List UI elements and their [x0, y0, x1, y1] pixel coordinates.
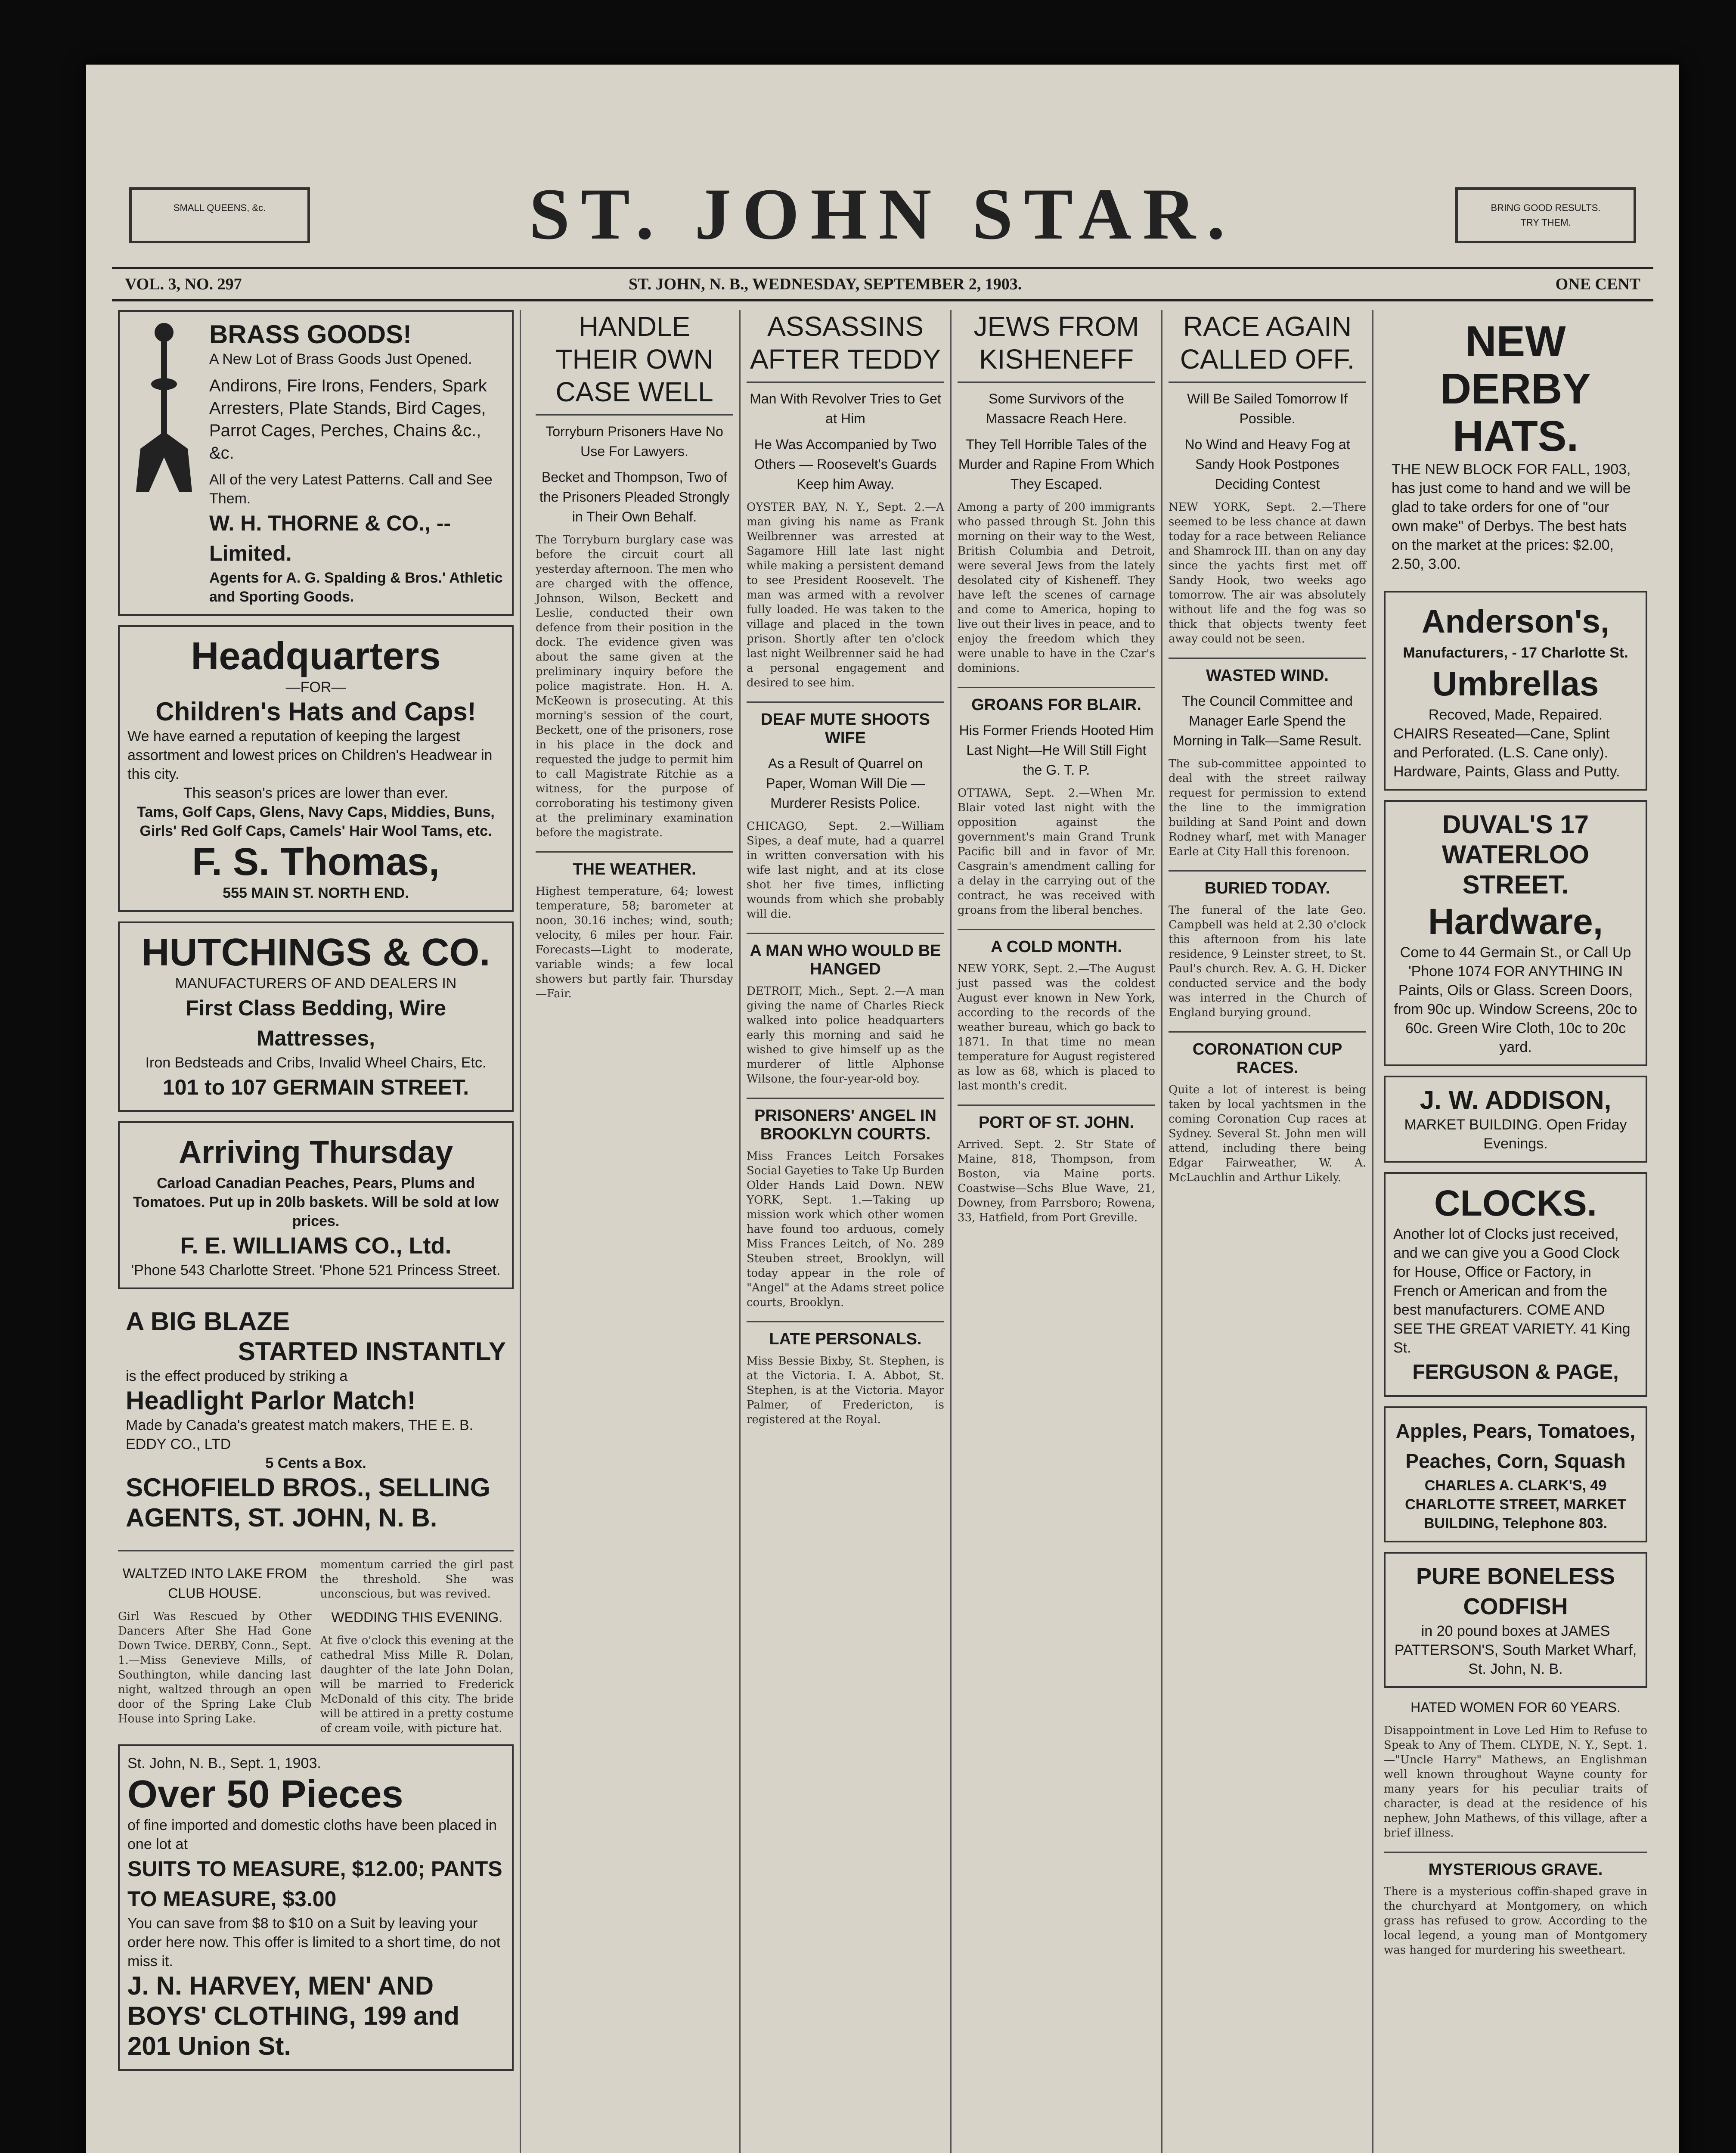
thomas-ad-for: —FOR—: [285, 679, 346, 695]
own-case-headline: HANDLE THEIR OWN CASE WELL: [536, 310, 733, 416]
deaf-mute-deck: As a Result of Quarrel on Paper, Woman Will Die — Murderer Resists Police.: [766, 756, 925, 811]
clocks-ad-company: FERGUSON & PAGE,: [1412, 1361, 1619, 1384]
clocks-ad-headline: CLOCKS.: [1434, 1183, 1597, 1223]
schofield-ad-product: Headlight Parlor Match!: [126, 1386, 416, 1415]
race-body: NEW YORK, Sept. 2.—There seemed to be less chance at dawn today for a race between Reliance and Shamrock III. than on any day since the yachts first met off Sandy Hook, two weeks ago tomorrow. The air was absolutely without life and the fog was so thick that objects twenty feet away could not be seen.: [1169, 501, 1366, 645]
race-headline: RACE AGAIN CALLED OFF.: [1169, 310, 1366, 383]
addison-ad: [1384, 1076, 1647, 1163]
thomas-ad-prices: This season's prices are lower than ever.: [183, 785, 448, 801]
left-ear-box: [129, 187, 310, 243]
race-deck2: No Wind and Heavy Fog at Sandy Hook Postpones Deciding Contest: [1184, 437, 1350, 492]
mysterious-grave-headline: MYSTERIOUS GRAVE.: [1384, 1852, 1647, 1879]
masthead: ST. JOHN STAR.: [529, 174, 1237, 254]
schofield-ad-line1: is the effect produced by striking a: [126, 1368, 348, 1384]
right-ear-line2: TRY THEM.: [1520, 217, 1571, 228]
thorne-ad-subhead: A New Lot of Brass Goods Just Opened.: [209, 351, 472, 367]
mysterious-grave-body: There is a mysterious coffin-shaped grave in the churchyard at Montgomery, on which grass has refused to grow. According to the local legend, a young man of Montgomery was hanged for murdering his sweetheart.: [1384, 1885, 1647, 1957]
anderson-ad-line1: Recoved, Made, Repaired.: [1428, 707, 1603, 723]
williams-ad-company: F. E. WILLIAMS CO., Ltd.: [180, 1233, 452, 1259]
duval-ad: [1384, 800, 1647, 1066]
own-case-body: The Torryburn burglary case was before the circuit court all yesterday afternoon. The men who are charged with the offence, Johnson, Wilson, Beckett and Leslie, conducted their own defence from their position in the dock. The evidence given was about the same given at the preliminary inquiry before the police magistrate. Hon. H. A. McKeown is prosecuting. At this morning's session of the court, Beckett, one of the prisoners, rose in his place in the dock and requested the judge to permit him to call Magistrate Ritchie as a witness, for the purpose of corroborating his testimony given at the preliminary examination before the magistrate.: [536, 534, 733, 839]
derby-hats-headline: NEW DERBY HATS.: [1440, 317, 1591, 460]
clocks-ad-body: Another lot of Clocks just received, and we can give you a Good Clock for House, Office or Factory, in French or American and from the best manufacturers. COME AND SEE THE GREAT VARIETY. 41 King St.: [1393, 1226, 1631, 1356]
ads-column-left: [112, 310, 521, 2153]
thorne-ad-note: All of the very Latest Patterns. Call and See Them.: [209, 472, 493, 507]
ads-column-right: [1378, 310, 1653, 2153]
late-personals-heading: LATE PERSONALS.: [747, 1321, 944, 1349]
weather-body: Highest temperature, 64; lowest temperature, 58; barometer at noon, 30.16 inches; wind, south; velocity, 6 miles per hour. Fair. Forecasts—Light to moderate, variable winds; a few local showers but partly fair. Thursday—Fair.: [536, 885, 733, 1000]
duval-ad-hardware: Hardware,: [1428, 901, 1603, 942]
thomas-ad: [118, 625, 514, 912]
harvey-ad-line2: You can save from $8 to $10 on a Suit by leaving your order here now. This offer is limited to a short time, do not miss it.: [127, 1915, 501, 1970]
prisoners-angel-body: Miss Frances Leitch Forsakes Social Gayeties to Take Up Burden Older Hands Laid Down. NEW YORK, Sept. 1.—Taking up mission work which other women have found too arduous, comely Miss Frances Leitch, of No. 289 Steuben street, Brooklyn, will today appear in the role of "Angel" at the Adams street police courts, Brooklyn.: [747, 1150, 944, 1309]
hutchings-ad: [118, 921, 514, 1112]
andiron-icon: [127, 320, 201, 500]
hated-women-headline: HATED WOMEN FOR 60 YEARS.: [1410, 1700, 1621, 1715]
clark-ad-headline: Apples, Pears, Tomatoes, Peaches, Corn, Squash: [1395, 1420, 1636, 1472]
dateline-bar: [112, 267, 1653, 301]
anderson-ad-name: Anderson's,: [1421, 603, 1610, 640]
wedding-story-body: At five o'clock this evening at the cathedral Miss Mille R. Dolan, daughter of the late John Dolan, will be married to Frederick McDonald of this city. The bride will be attired in a pretty costume of cream voile, with picture hat.: [320, 1634, 514, 1735]
jews-deck2: They Tell Horrible Tales of the Murder and Rapine From Which They Escaped.: [958, 437, 1155, 492]
jews-deck1: Some Survivors of the Massacre Reach Here.: [986, 391, 1127, 426]
cold-month-headline: A COLD MONTH.: [958, 929, 1155, 956]
patterson-ad: [1384, 1552, 1647, 1688]
column-assassins: [741, 310, 952, 2153]
thorne-ad-agents: Agents for A. G. Spalding & Bros.' Athletic and Sporting Goods.: [209, 570, 503, 605]
coronation-cup-headline: CORONATION CUP RACES.: [1169, 1031, 1366, 1077]
patterson-ad-body: in 20 pound boxes at JAMES PATTERSON'S, South Market Wharf, St. John, N. B.: [1394, 1623, 1637, 1677]
column-race: [1162, 310, 1373, 2153]
deaf-mute-body: CHICAGO, Sept. 2.—William Sipes, a deaf mute, had a quarrel in written conversation with his wife last night, and at its close shot her five times, inflicting wounds from which she probably will die.: [747, 820, 944, 921]
lake-story-body: Girl Was Rescued by Other Dancers After She Had Gone Down Twice. DERBY, Conn., Sept. 1.—Miss Genevieve Mills, of Southington, while dancing last night, waltzed through an open door of the Spring Lake Club House into Spring Lake.: [118, 1610, 312, 1725]
price: ONE CENT: [1555, 275, 1640, 293]
own-case-deck1: Torryburn Prisoners Have No Use For Lawyers.: [546, 424, 723, 459]
anderson-ad-address: Manufacturers, - 17 Charlotte St.: [1403, 645, 1628, 661]
buried-today-headline: BURIED TODAY.: [1169, 870, 1366, 898]
hutchings-ad-name: HUTCHINGS & CO.: [141, 931, 490, 974]
assassins-deck2: He Was Accompanied by Two Others — Roosevelt's Guards Keep him Away.: [754, 437, 937, 492]
race-deck1: Will Be Sailed Tomorrow If Possible.: [1187, 391, 1348, 426]
schofield-ad-company: SCHOFIELD BROS., SELLING AGENTS, ST. JOHN, N. B.: [126, 1473, 490, 1532]
wasted-wind-headline: WASTED WIND.: [1169, 658, 1366, 685]
harvey-ad-headline: Over 50 Pieces: [127, 1773, 403, 1816]
anderson-ad-chairs: CHAIRS Reseated—Cane, Splint and Perforated. (L.S. Cane only). Hardware, Paints, Glass and Putty.: [1393, 726, 1620, 780]
duval-ad-name: DUVAL'S 17 WATERLOO STREET.: [1442, 810, 1590, 899]
deaf-mute-headline: DEAF MUTE SHOOTS WIFE: [747, 701, 944, 748]
thomas-ad-name: F. S. Thomas,: [192, 841, 440, 884]
newspaper-page: [86, 65, 1679, 2153]
left-ear-line1: SMALL QUEENS, &c.: [173, 202, 266, 213]
volume-number: VOL. 3, NO. 297: [125, 275, 242, 293]
groans-body: OTTAWA, Sept. 2.—When Mr. Blair voted last night with the opposition against the government's main Grand Trunk Pacific bill and in favor of Mr. Casgrain's amendment calling for a delay in the carrying out of the contract, he was received with groans from the liberal benches.: [958, 787, 1155, 917]
anderson-ad: [1384, 591, 1647, 791]
hutchings-ad-line2: First Class Bedding, Wire Mattresses,: [185, 996, 446, 1050]
schofield-ad-headline: A BIG BLAZE: [126, 1307, 290, 1336]
prisoners-angel-headline: PRISONERS' ANGEL IN BROOKLYN COURTS.: [747, 1098, 944, 1144]
right-ear-box: [1455, 187, 1636, 243]
late-personals-body: Miss Bessie Bixby, St. Stephen, is at the Victoria. I. A. Abbot, St. Stephen, is at the Victoria. Mayor Palmer, of Fredericton, is registered at the Royal.: [747, 1355, 944, 1426]
man-hanged-headline: A MAN WHO WOULD BE HANGED: [747, 933, 944, 979]
assassins-deck1: Man With Revolver Tries to Get at Him: [750, 391, 941, 426]
thorne-ad-items: Andirons, Fire Irons, Fenders, Spark Arresters, Plate Stands, Bird Cages, Parrot Cages, Perches, Chains &c., &c.: [209, 376, 487, 462]
coronation-cup-body: Quite a lot of interest is being taken by local yachtsmen in the coming Coronation Cup races at Sydney. Several St. John men will attend, including there being Edgar Fairweather, W. A. McLauchlin and Arthur Likely.: [1169, 1083, 1366, 1184]
right-ear-line1: BRING GOOD RESULTS.: [1491, 202, 1601, 213]
assassins-body: OYSTER BAY, N. Y., Sept. 2.—A man giving his name as Frank Weilbrenner was arrested at Sagamore Hill late last night while making a persistent demand to see President Roosevelt. The man was armed with a revolver fully loaded. He was taken to the village and placed in the town prison. Shortly after ten o'clock last night Weilbrenner said he had a personal engagement and desired to see him.: [747, 501, 944, 689]
patterson-ad-headline: PURE BONELESS CODFISH: [1416, 1564, 1615, 1619]
man-hanged-body: DETROIT, Mich., Sept. 2.—A man giving the name of Charles Rieck walked into police headquarters early this morning and said he wished to give himself up as the murderer of little Alphonse Wilsone, the four-year-old boy.: [747, 985, 944, 1086]
schofield-ad-subhead: STARTED INSTANTLY: [238, 1337, 506, 1366]
anderson-ad-umbrellas: Umbrellas: [1432, 664, 1599, 703]
buried-today-body: The funeral of the late Geo. Campbell was held at 2.30 o'clock this afternoon from his late residence, 9 Leinster street, to St. Paul's church. Rev. A. G. H. Dicker conducted service and the body was interred in the Church of England burying ground.: [1169, 904, 1366, 1019]
port-body: Arrived. Sept. 2. Str State of Maine, 818, Thompson, from Boston, via Maine ports. Coastwise—Schs Blue Wave, 21, Downey, from Parrsboro; Rowena, 33, Hatfield, from Port Greville.: [958, 1138, 1155, 1224]
assassins-headline: ASSASSINS AFTER TEDDY: [747, 310, 944, 383]
harvey-ad-company: J. N. HARVEY, MEN' AND BOYS' CLOTHING, 199 and 201 Union St.: [127, 1971, 460, 2060]
groans-headline: GROANS FOR BLAIR.: [958, 687, 1155, 714]
derby-hats-ad: [1384, 310, 1647, 581]
williams-ad-body: Carload Canadian Peaches, Pears, Plums and Tomatoes. Put up in 20lb baskets. Will be sold at low prices.: [133, 1175, 499, 1229]
clocks-ad: [1384, 1172, 1647, 1397]
jews-body: Among a party of 200 immigrants who passed through St. John this morning on their way to the West, British Columbia and Detroit, were several Jews from the lately desolated city of Kisheneff. They have left the scenes of carnage and come to America, hoping to live out their lives in peace, and to enjoy the freedom which they were unable to have in the Czar's dominions.: [958, 501, 1155, 675]
wedding-story-headline: WEDDING THIS EVENING.: [331, 1610, 503, 1625]
williams-ad-headline: Arriving Thursday: [178, 1134, 453, 1170]
williams-ad: [118, 1121, 514, 1289]
issue-date: ST. JOHN, N. B., WEDNESDAY, SEPTEMBER 2, 1903.: [629, 275, 1022, 293]
thomas-ad-headline: Headquarters: [191, 635, 441, 678]
derby-hats-body: THE NEW BLOCK FOR FALL, 1903, has just come to hand and we will be glad to take orders for one of "our own make" of Derbys. The best hats on the market at the prices: $2.00, 2.50, 3.00.: [1392, 461, 1631, 572]
lake-story-headline: WALTZED INTO LAKE FROM CLUB HOUSE.: [122, 1566, 307, 1601]
column-own-case: [530, 310, 741, 2153]
lake-story-continued: momentum carried the girl past the threshold. She was unconscious, but was revived.: [320, 1558, 514, 1601]
schofield-ad-price: 5 Cents a Box.: [265, 1455, 366, 1471]
cold-month-body: NEW YORK, Sept. 2.—The August just passed was the coldest August ever known in New York, according to the records of the weather bureau, which go back to 1871. In that time no mean temperature for August registered as low as 68, which is placed to last month's credit.: [958, 962, 1155, 1092]
harvey-ad-line1: of fine imported and domestic cloths have been placed in one lot at: [127, 1817, 497, 1852]
thomas-ad-items: Tams, Golf Caps, Glens, Navy Caps, Middies, Buns, Girls' Red Golf Caps, Camels' Hair Wool Tams, etc.: [137, 804, 495, 839]
thomas-ad-title: Children's Hats and Caps!: [155, 697, 476, 726]
addison-ad-body: MARKET BUILDING. Open Friday Evenings.: [1404, 1117, 1627, 1152]
clark-ad: [1384, 1406, 1647, 1542]
hutchings-ad-line1: MANUFACTURERS OF AND DEALERS IN: [175, 975, 457, 992]
hutchings-ad-line3: Iron Bedsteads and Cribs, Invalid Wheel Chairs, Etc.: [145, 1055, 487, 1071]
column-jews: [952, 310, 1162, 2153]
groans-deck: His Former Friends Hooted Him Last Night—He Will Still Fight the G. T. P.: [959, 723, 1154, 778]
jews-headline: JEWS FROM KISHENEFF: [958, 310, 1155, 383]
addison-ad-name: J. W. ADDISON,: [1420, 1086, 1612, 1114]
thorne-ad-headline: BRASS GOODS!: [209, 320, 412, 349]
wasted-wind-body: The sub-committee appointed to deal with the street railway request for permission to extend the line to the immigration building at Sand Point and down Rodney wharf, met with Manager Earle at City Hall this forenoon.: [1169, 757, 1366, 858]
harvey-ad: [118, 1744, 514, 2071]
port-headline: PORT OF ST. JOHN.: [958, 1104, 1155, 1132]
thomas-ad-body: We have earned a reputation of keeping the largest assortment and lowest prices on Children's Headwear in this city.: [127, 728, 493, 782]
lake-and-wedding-stories: [118, 1550, 514, 1736]
duval-ad-body: Come to 44 Germain St., or Call Up 'Phone 1074 FOR ANYTHING IN Paints, Oils or Glass. Screen Doors, from 90c up. Window Screens, 20c to 60c. Green Wire Cloth, 10c to 20c yard.: [1394, 944, 1637, 1055]
williams-ad-phones: 'Phone 543 Charlotte Street. 'Phone 521 Princess Street.: [131, 1262, 501, 1278]
thorne-ad: [118, 310, 514, 616]
wasted-wind-deck: The Council Committee and Manager Earle Spend the Morning in Talk—Same Result.: [1173, 693, 1362, 748]
clark-ad-name: CHARLES A. CLARK'S, 49 CHARLOTTE STREET, MARKET BUILDING, Telephone 803.: [1405, 1477, 1626, 1532]
hated-women-body: Disappointment in Love Led Him to Refuse to Speak to Any of Them. CLYDE, N. Y., Sept. 1.—"Uncle Harry" Mathews, an Englishman well known throughout Wayne county for many years for his peculiar traits of character, is dead at the residence of his nephew, John Mathews, of this village, after a brief illness.: [1384, 1724, 1647, 1840]
schofield-ad: [118, 1299, 514, 1541]
weather-heading: THE WEATHER.: [536, 851, 733, 879]
hutchings-ad-address: 101 to 107 GERMAIN STREET.: [162, 1075, 469, 1099]
own-case-deck2: Becket and Thompson, Two of the Prisoners Pleaded Strongly in Their Own Behalf.: [539, 469, 730, 524]
schofield-ad-line2: Made by Canada's greatest match makers, THE E. B. EDDY CO., LTD: [126, 1417, 474, 1452]
thorne-ad-company: W. H. THORNE & CO., -- Limited.: [209, 511, 451, 565]
thomas-ad-address: 555 MAIN ST. NORTH END.: [223, 885, 409, 901]
harvey-ad-offer: SUITS TO MEASURE, $12.00; PANTS TO MEASURE, $3.00: [127, 1857, 502, 1911]
harvey-ad-dateline: St. John, N. B., Sept. 1, 1903.: [127, 1755, 321, 1771]
